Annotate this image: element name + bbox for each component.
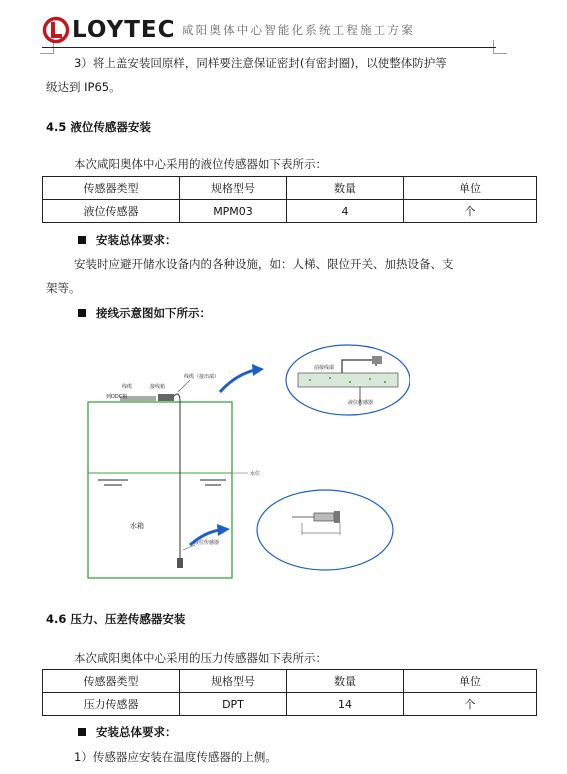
wiring-heading-text: 接线示意图如下所示：	[96, 306, 211, 320]
loytec-logo	[42, 16, 176, 44]
table-header-cell: 数量	[287, 177, 404, 200]
table-cell: 4	[287, 200, 404, 223]
texture-dot	[369, 378, 371, 380]
arrow-head-icon	[252, 364, 264, 376]
detail-junction	[372, 356, 382, 364]
table-cell: 14	[287, 693, 404, 716]
label-tank: 水箱	[130, 522, 144, 530]
cable-leader	[178, 380, 190, 392]
paragraph-ip65-line-2: 级达到 IP65。	[46, 80, 121, 94]
document-title: 咸阳奥体中心智能化系统工程施工方案	[182, 23, 415, 37]
section-4-6-title: 4.6 压力、压差传感器安装	[46, 612, 186, 626]
bullet-square-icon	[78, 728, 86, 736]
level-sensor-table	[42, 176, 537, 223]
table-header-row	[43, 670, 537, 693]
detail-cable	[342, 360, 376, 373]
label-cable: 线缆（接出端）	[184, 374, 220, 380]
detail-ellipse-bottom	[257, 490, 393, 570]
water-tank	[88, 402, 232, 578]
tank-lid-section	[298, 373, 398, 387]
sensor-cable	[174, 394, 180, 558]
label-ddc: 到DDC箱	[106, 394, 128, 400]
table-header-row	[43, 177, 537, 200]
logo-text: LOYTEC	[72, 17, 176, 43]
table-cell: DPT	[180, 693, 287, 716]
table-header-cell: 规格型号	[180, 670, 287, 693]
label-junction-detail: 前接线端	[314, 365, 335, 371]
requirements-heading-2-text: 安装总体要求：	[96, 725, 177, 739]
pressure-sensor-table	[42, 669, 537, 716]
page-header	[42, 14, 512, 48]
junction-box	[158, 394, 174, 401]
table-header-cell: 数量	[287, 670, 404, 693]
table-row	[43, 693, 537, 716]
table-cell: 个	[404, 200, 537, 223]
label-sensor: 液位传感器	[194, 540, 220, 546]
table-cell: MPM03	[180, 200, 287, 223]
label-sensor-detail: 液位传感器	[348, 400, 374, 406]
bullet-square-icon	[78, 309, 86, 317]
requirements-item-1: 1）传感器应安装在温度传感器的上侧。	[74, 750, 277, 764]
requirements-text-line-1: 安装时应避开储水设备内的各种设施，如：人梯、限位开关、加热设备、支	[74, 257, 454, 271]
table-header-cell: 传感器类型	[43, 670, 180, 693]
table-header-cell: 单位	[404, 177, 537, 200]
header-rule	[42, 47, 496, 48]
requirements-heading-2	[78, 724, 177, 740]
label-junction: 接线箱	[150, 384, 166, 390]
requirements-heading-1-text: 安装总体要求：	[96, 233, 177, 247]
table-header-cell: 传感器类型	[43, 177, 180, 200]
level-sensor	[177, 558, 183, 568]
section-4-5-intro: 本次咸阳奥体中心采用的液位传感器如下表所示：	[74, 157, 327, 171]
wiring-diagram	[80, 330, 410, 590]
sensor-probe-cap	[334, 511, 340, 523]
sensor-probe-body	[314, 513, 334, 521]
requirements-heading-1	[78, 232, 177, 248]
paragraph-ip65-line-1: 3）将上盖安装回原样，同样要注意保证密封(有密封圈)，以使整体防护等	[74, 56, 447, 70]
texture-dot	[309, 379, 311, 381]
table-cell: 压力传感器	[43, 693, 180, 716]
texture-dot	[384, 381, 386, 383]
texture-dot	[329, 377, 331, 379]
requirements-text-line-2: 架等。	[46, 281, 81, 295]
texture-dot	[349, 381, 351, 383]
loytec-logo-icon	[42, 16, 70, 44]
table-header-cell: 规格型号	[180, 177, 287, 200]
table-cell: 个	[404, 693, 537, 716]
table-header-cell: 单位	[404, 670, 537, 693]
label-waterline: 水位	[250, 471, 261, 477]
section-4-6-intro: 本次咸阳奥体中心采用的压力传感器如下表所示：	[74, 651, 327, 665]
label-terminal: 线缆	[122, 384, 133, 390]
wiring-heading	[78, 305, 211, 321]
section-4-5-title: 4.5 液位传感器安装	[46, 120, 151, 134]
arrow-head-icon	[217, 524, 230, 536]
table-row	[43, 200, 537, 223]
arrow-to-detail-top	[220, 370, 255, 392]
bullet-square-icon	[78, 236, 86, 244]
table-cell: 液位传感器	[43, 200, 180, 223]
